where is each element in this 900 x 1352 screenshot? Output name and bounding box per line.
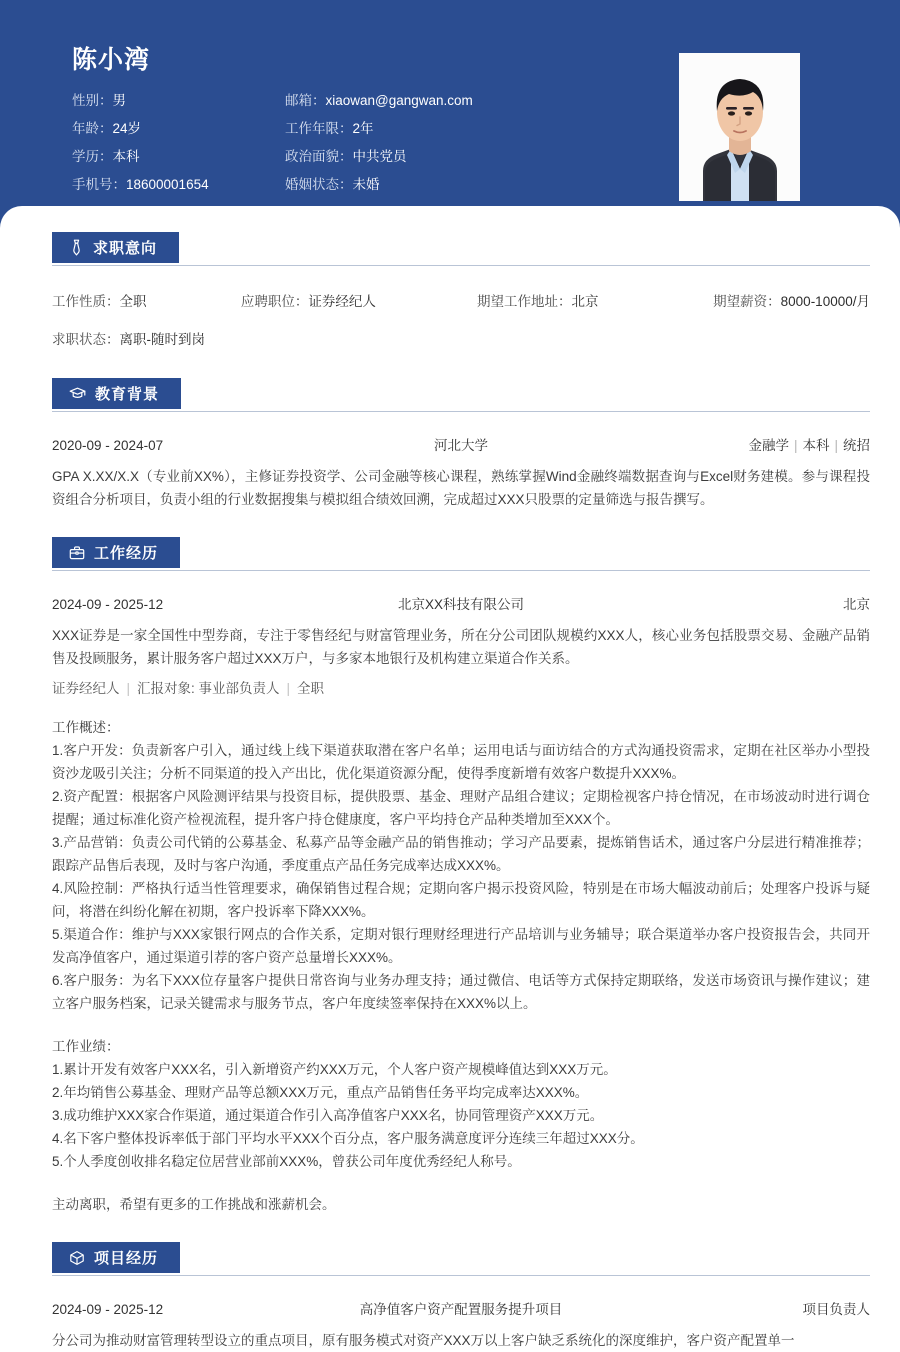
spacer <box>52 1015 870 1035</box>
field-job-type: 工作性质：全职 <box>52 293 147 309</box>
project-description: 分公司为推动财富管理转型设立的重点项目，原有服务模式对资产XXX万以上客户缺乏系统化的深度维护，客户资产配置单一 <box>52 1333 795 1348</box>
section-project <box>0 1242 900 1352</box>
field-email: 邮箱：xiaowan@gangwan.com <box>285 93 473 108</box>
education-tags <box>600 434 870 457</box>
field-age: 年龄：24岁 <box>72 121 142 136</box>
education-entry-head <box>52 434 870 457</box>
spacer <box>0 511 900 537</box>
work-overview-item: 6.客户服务：为名下XXX位存量客户提供日常咨询与业务办理支持；通过微信、电话等方式保持定期联络，发送市场资讯与操作建议；建立客户服务档案，记录关键需求与服务节点，客户年度续签率保持在XXX%以上。 <box>52 973 870 1011</box>
work-overview-title: 工作概述： <box>52 720 120 735</box>
work-report-to: 汇报对象: 事业部负责人 <box>137 681 280 696</box>
section-header-job-intent <box>0 232 900 266</box>
graduation-cap-icon <box>69 386 86 401</box>
work-company: 北京XX科技有限公司 <box>397 597 524 612</box>
section-divider <box>52 411 870 412</box>
section-header-project <box>0 1242 900 1276</box>
spacer <box>0 352 900 378</box>
section-tab-education <box>52 378 181 409</box>
necktie-icon <box>69 239 84 256</box>
spacer <box>52 700 870 716</box>
section-header-education <box>0 378 900 412</box>
field-gender: 性别：男 <box>72 93 126 108</box>
work-achievement-item: 5.个人季度创收排名稳定位居营业部前XXX%，曾获公司年度优秀经纪人称号。 <box>52 1154 521 1169</box>
spacer <box>52 314 870 326</box>
section-education <box>0 378 900 511</box>
briefcase-icon <box>69 545 85 560</box>
work-overview-item: 5.渠道合作：维护与XXX家银行网点的合作关系，定期对银行理财经理进行产品培训与业务辅导；联合渠道举办客户投资报告会，共同开发高净值客户，通过渠道引荐的客户资产总量增长XXX%。 <box>52 927 870 965</box>
divider: | <box>126 681 131 696</box>
work-date: 2024-09 - 2025-12 <box>52 597 164 612</box>
work-job-type: 全职 <box>297 681 325 696</box>
field-political-status: 政治面貌：中共党员 <box>285 149 407 164</box>
field-marital-status: 婚姻状态：未婚 <box>285 177 380 192</box>
project-body <box>0 1276 900 1352</box>
work-achievement-title: 工作业绩： <box>52 1039 120 1054</box>
work-entry-head <box>52 593 870 616</box>
work-company-intro: XXX证券是一家全国性中型券商，专注于零售经纪与财富管理业务，所在分公司团队规模约XXX人，核心业务包括股票交易、金融产品销售及投顾服务，累计服务客户超过XXX万户，与多家本地银行及机构建立渠道合作关系。 <box>52 628 870 666</box>
resume-card <box>0 206 900 1352</box>
education-degree: 本科 <box>802 438 830 453</box>
field-phone: 手机号：18600001654 <box>72 177 209 192</box>
work-position: 证券经纪人 <box>52 681 120 696</box>
education-date: 2020-09 - 2024-07 <box>52 438 164 453</box>
work-body <box>0 571 900 1216</box>
work-achievement-item: 1.累计开发有效客户XXX名，引入新增资产约XXX万元，个人客户资产规模峰值达到XXX万元。 <box>52 1062 617 1077</box>
section-title-project: 项目经历 <box>94 1250 159 1267</box>
work-meta <box>52 678 870 700</box>
work-overview-list <box>52 739 870 1015</box>
spacer <box>0 1216 900 1242</box>
section-divider <box>52 570 870 571</box>
work-achievement-item: 2.年均销售公募基金、理财产品等总额XXX万元，重点产品销售任务平均完成率达XXX%。 <box>52 1085 589 1100</box>
section-tab-job-intent <box>52 232 179 263</box>
divider: | <box>286 681 291 696</box>
job-intent-row-1 <box>52 288 870 314</box>
section-tab-project <box>52 1242 180 1273</box>
work-location: 北京 <box>842 597 870 612</box>
section-title-work: 工作经历 <box>94 545 159 562</box>
cube-icon <box>69 1250 85 1266</box>
job-intent-body <box>0 266 900 352</box>
work-overview-item: 4.风险控制：严格执行适当性管理要求，确保销售过程合规；定期向客户揭示投资风险，特别是在市场大幅波动前后；处理客户投诉与疑问，将潜在纠纷化解在初期，客户投诉率下降XXX%。 <box>52 881 870 919</box>
divider: | <box>834 438 838 453</box>
spacer <box>52 1173 870 1193</box>
header-inner <box>0 45 900 223</box>
education-body <box>0 412 900 511</box>
education-school: 河北大学 <box>433 438 488 453</box>
divider: | <box>793 438 798 453</box>
work-achievement-list <box>52 1058 870 1173</box>
education-description: GPA X.XX/X.X（专业前XX%），主修证券投资学、公司金融等核心课程，熟练掌握Wind金融终端数据查询与Excel财务建模。参与课程投资组合分析项目，负责小组的行业数据搜集与模拟组合绩效回溯，完成超过XXX只股票的定量筛选与报告撰写。 <box>52 469 870 507</box>
field-job-seeking-status: 求职状态：离职-随时到岗 <box>52 331 205 347</box>
work-achievement-item: 4.名下客户整体投诉率低于部门平均水平XXX个百分点，客户服务满意度评分连续三年超过XXX分。 <box>52 1131 644 1146</box>
field-work-years: 工作年限：2年 <box>285 121 374 136</box>
section-title-education: 教育背景 <box>95 386 160 403</box>
field-education: 学历：本科 <box>72 149 140 164</box>
project-name: 高净值客户资产配置服务提升项目 <box>359 1302 563 1317</box>
section-divider <box>52 1275 870 1276</box>
education-major: 金融学 <box>748 438 789 453</box>
avatar <box>679 53 800 201</box>
work-overview-item: 3.产品营销：负责公司代销的公募基金、私募产品等金融产品的销售推动；学习产品要素，提炼销售话术，通过客户分层进行精准推荐；跟踪产品售后表现，及时与客户沟通，季度重点产品任务完成率达成XXX%。 <box>52 835 870 873</box>
education-admission: 统招 <box>842 438 870 453</box>
field-expected-location: 期望工作地址：北京 <box>477 293 599 309</box>
portrait-photo-icon <box>679 53 800 201</box>
work-achievement-item: 3.成功维护XXX家合作渠道，通过渠道合作引入高净值客户XXX名，协同管理资产XXX万元。 <box>52 1108 604 1123</box>
candidate-name: 陈小湾 <box>72 46 151 74</box>
field-target-position: 应聘职位：证券经纪人 <box>240 293 376 309</box>
resume-header <box>0 0 900 206</box>
project-role: 项目负责人 <box>802 1302 870 1317</box>
section-job-intent <box>0 232 900 352</box>
section-tab-work <box>52 537 180 568</box>
section-header-work <box>0 537 900 571</box>
project-date: 2024-09 - 2025-12 <box>52 1302 164 1317</box>
job-intent-row-2 <box>52 326 870 352</box>
field-expected-salary: 期望薪资：8000-10000/月 <box>713 293 870 309</box>
section-title-job-intent: 求职意向 <box>93 240 158 257</box>
section-divider <box>52 265 870 266</box>
project-entry-head <box>52 1298 870 1321</box>
work-overview-item: 2.资产配置：根据客户风险测评结果与投资目标，提供股票、基金、理财产品组合建议；定期检视客户持仓情况，在市场波动时进行调仓提醒；通过标准化资产检视流程，提升客户持仓健康度，客户平均持仓产品种类增加至XXX个。 <box>52 789 870 827</box>
section-work-experience <box>0 537 900 1216</box>
work-overview-item: 1.客户开发：负责新客户引入，通过线上线下渠道获取潜在客户名单；运用电话与面访结合的方式沟通投资需求，定期在社区举办小型投资沙龙吸引关注；分析不同渠道的投入产出比，优化渠道资源分配，使得季度新增有效客户数提升XXX%。 <box>52 743 870 781</box>
work-leaving-reason: 主动离职，希望有更多的工作挑战和涨薪机会。 <box>52 1197 336 1212</box>
